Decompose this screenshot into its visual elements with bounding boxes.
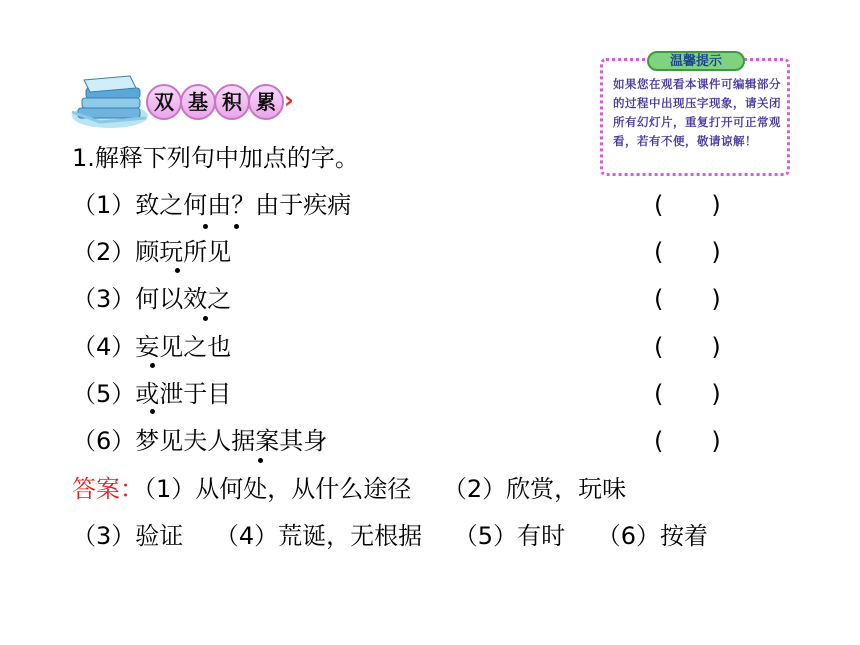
emphasis-dot (203, 316, 208, 321)
answer-text-1: （1）从何处，从什么途径 （2）欣赏，玩味 (144, 475, 627, 503)
answer-blank-6: ( ) (654, 427, 721, 455)
question-item-5: （5）或泄于目 (72, 380, 232, 408)
question-item-1: （1）致之何由？由于疾病 (72, 191, 352, 219)
tip-title: 温馨提示 (647, 51, 745, 71)
emphasis-dot (150, 363, 155, 368)
answer-blank-3: ( ) (654, 285, 721, 313)
books-icon (70, 72, 150, 130)
question-item-2: （2）顾玩所见 (72, 238, 232, 266)
header-char-3: 积 (214, 84, 250, 120)
answer-label: 答案： (72, 475, 144, 503)
answer-blank-1: ( ) (654, 191, 721, 219)
answer-line-1 (72, 474, 626, 504)
answer-blank-4: ( ) (654, 333, 721, 361)
answer-blank-2: ( ) (654, 238, 721, 266)
question-item-4: （4）妄见之也 (72, 333, 232, 361)
header-char-2: 基 (180, 84, 216, 120)
question-item-6: （6）梦见夫人据案其身 (72, 427, 328, 455)
question-item-3: （3）何以效之 (72, 285, 232, 313)
question-title: 1.解释下列句中加点的字。 (72, 144, 359, 172)
emphasis-dot (203, 224, 208, 229)
chevron-right-icon: › (284, 86, 294, 114)
tip-box (600, 54, 790, 176)
emphasis-dot (258, 458, 263, 463)
emphasis-dot (175, 268, 180, 273)
emphasis-dot (150, 409, 155, 414)
answer-blank-5: ( ) (654, 380, 721, 408)
emphasis-dot (234, 224, 239, 229)
header-char-4: 累 (248, 84, 284, 120)
header-char-1: 双 (146, 84, 182, 120)
tip-text: 如果您在观看本课件可编辑部分的过程中出现压字现象，请关闭所有幻灯片，重复打开可正常观看，若有不便，敬请谅解！ (613, 77, 781, 148)
section-header (70, 72, 310, 132)
answer-line-2: （3）验证 （4）荒诞，无根据 （5）有时 （6）按着 (72, 522, 708, 550)
